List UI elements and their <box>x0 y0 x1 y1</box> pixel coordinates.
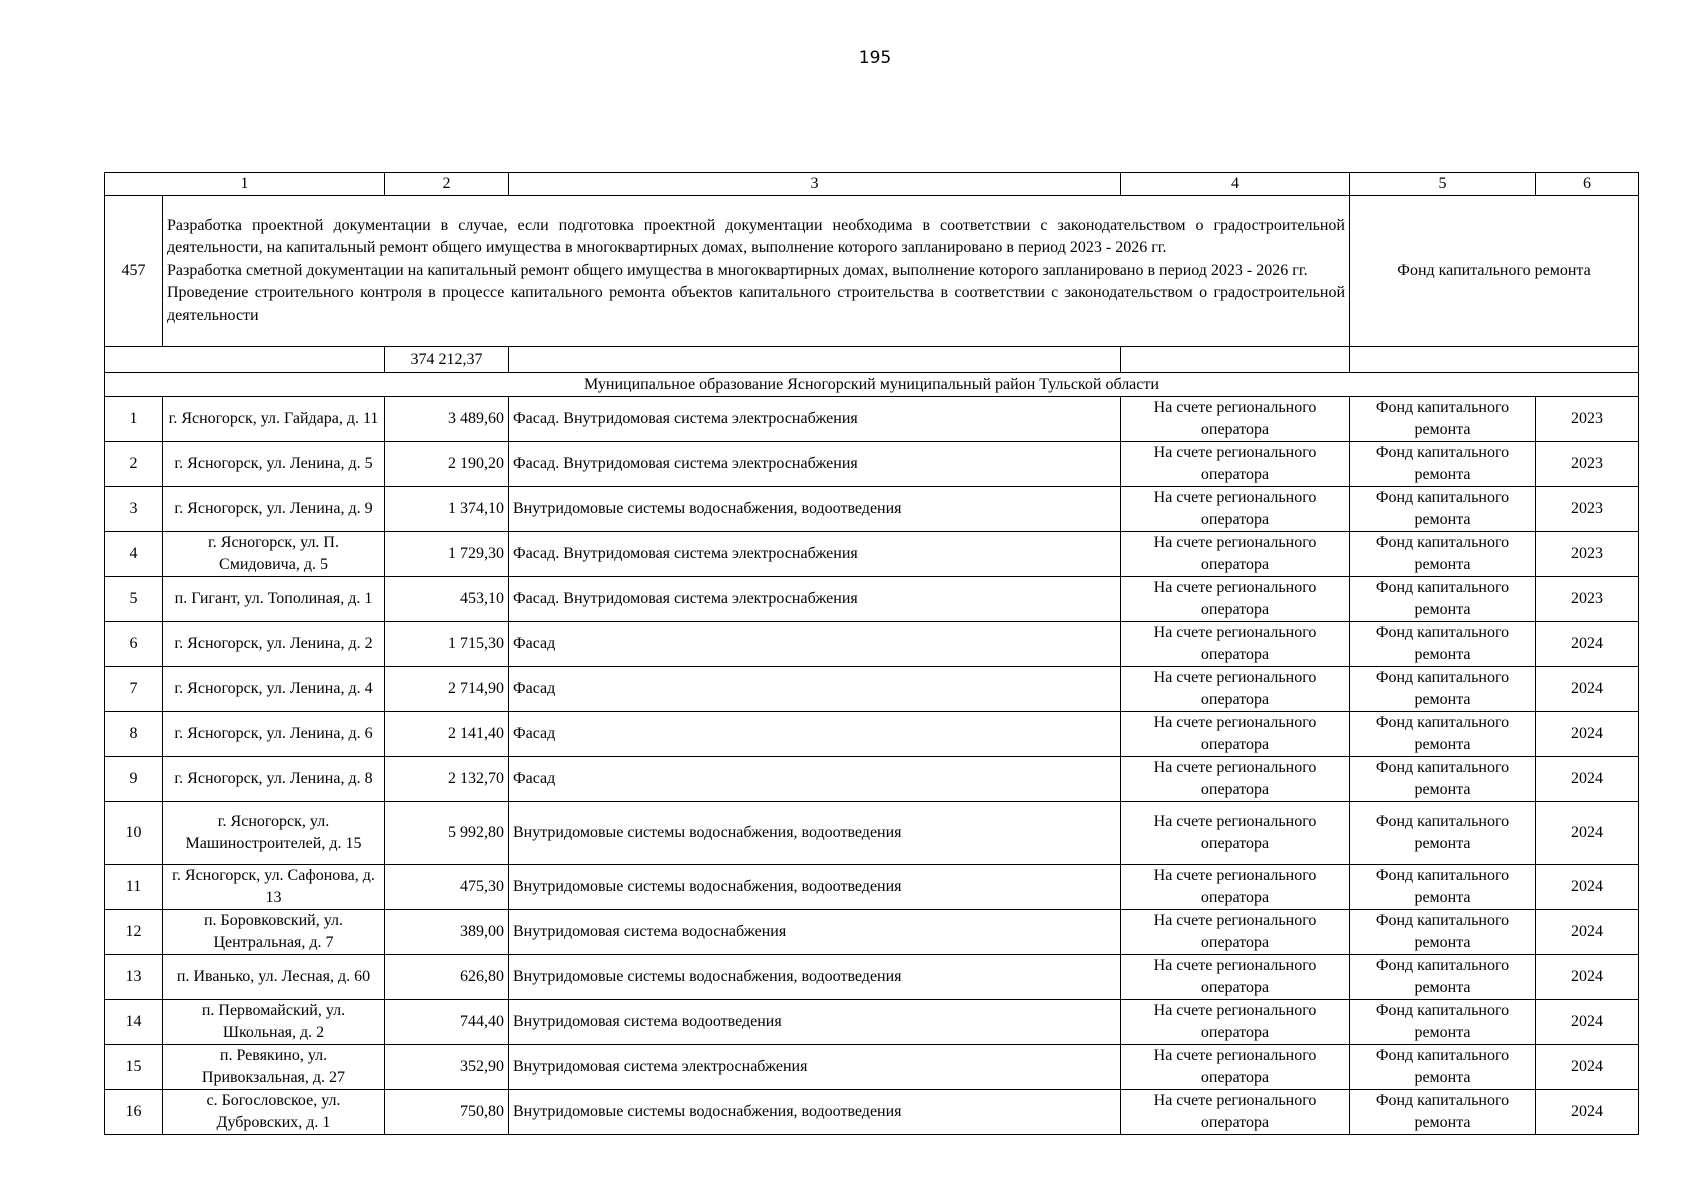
row-address: г. Ясногорск, ул. Ленина, д. 8 <box>163 757 385 802</box>
row-work-type: Внутридомовая система водоснабжения <box>509 910 1121 955</box>
row-year: 2024 <box>1536 622 1639 667</box>
row-number: 14 <box>105 1000 163 1045</box>
item-457-line-3: Проведение строительного контроля в процессе капитального ремонта объектов капитального строительства в соответствии с законодательством о градостроительной деятельности <box>167 284 1345 324</box>
row-account: На счете регионального оператора <box>1121 622 1350 667</box>
row-cost: 453,10 <box>385 577 509 622</box>
row-work-type: Фасад. Внутридомовая система электроснабжения <box>509 577 1121 622</box>
row-work-type: Фасад. Внутридомовая система электроснабжения <box>509 397 1121 442</box>
row-fund: Фонд капитального ремонта <box>1350 442 1536 487</box>
row-number: 2 <box>105 442 163 487</box>
row-year: 2024 <box>1536 955 1639 1000</box>
row-fund: Фонд капитального ремонта <box>1350 802 1536 865</box>
row-cost: 750,80 <box>385 1090 509 1135</box>
row-year: 2024 <box>1536 910 1639 955</box>
row-account: На счете регионального оператора <box>1121 1045 1350 1090</box>
item-457-fund: Фонд капитального ремонта <box>1350 196 1639 347</box>
row-cost: 744,40 <box>385 1000 509 1045</box>
table-row <box>105 757 1639 802</box>
section-row <box>105 373 1639 397</box>
row-account: На счете регионального оператора <box>1121 1090 1350 1135</box>
row-number: 10 <box>105 802 163 865</box>
row-number: 5 <box>105 577 163 622</box>
row-year: 2023 <box>1536 397 1639 442</box>
row-number: 16 <box>105 1090 163 1135</box>
row-fund: Фонд капитального ремонта <box>1350 865 1536 910</box>
row-number: 8 <box>105 712 163 757</box>
row-number: 12 <box>105 910 163 955</box>
row-fund: Фонд капитального ремонта <box>1350 397 1536 442</box>
item-457-line-1: Разработка проектной документации в случае, если подготовка проектной документации необходима в соответствии с законодательством о градостроительной деятельности, на капитальный ремонт общего имущества в многоквартирных домах, выполнение которого запланировано в период 2023 - 2026 гг. <box>167 216 1345 257</box>
row-work-type: Внутридомовые системы водоснабжения, водоотведения <box>509 865 1121 910</box>
total-empty-3 <box>509 347 1121 373</box>
row-number: 13 <box>105 955 163 1000</box>
row-cost: 1 374,10 <box>385 487 509 532</box>
row-work-type: Внутридомовые системы водоснабжения, водоотведения <box>509 802 1121 865</box>
row-fund: Фонд капитального ремонта <box>1350 1045 1536 1090</box>
row-fund: Фонд капитального ремонта <box>1350 487 1536 532</box>
row-year: 2024 <box>1536 802 1639 865</box>
page-number: 195 <box>858 48 892 68</box>
total-empty-5 <box>1350 347 1639 373</box>
row-account: На счете регионального оператора <box>1121 1000 1350 1045</box>
row-cost: 389,00 <box>385 910 509 955</box>
table-row <box>105 1090 1639 1135</box>
row-cost: 352,90 <box>385 1045 509 1090</box>
row-fund: Фонд капитального ремонта <box>1350 757 1536 802</box>
row-address: г. Ясногорск, ул. Ленина, д. 9 <box>163 487 385 532</box>
row-year: 2023 <box>1536 487 1639 532</box>
section-title: Муниципальное образование Ясногорский муниципальный район Тульской области <box>105 373 1639 397</box>
row-work-type: Фасад. Внутридомовая система электроснабжения <box>509 532 1121 577</box>
row-number: 7 <box>105 667 163 712</box>
row-year: 2023 <box>1536 532 1639 577</box>
col-header-3: 3 <box>509 173 1121 196</box>
row-work-type: Фасад <box>509 622 1121 667</box>
table-row <box>105 1045 1639 1090</box>
table-row <box>105 622 1639 667</box>
item-457-number: 457 <box>105 196 163 347</box>
row-address: п. Гигант, ул. Тополиная, д. 1 <box>163 577 385 622</box>
row-address: г. Ясногорск, ул. Гайдара, д. 11 <box>163 397 385 442</box>
row-account: На счете регионального оператора <box>1121 910 1350 955</box>
column-numbers-row <box>105 173 1639 196</box>
row-account: На счете регионального оператора <box>1121 667 1350 712</box>
row-work-type: Внутридомовая система водоотведения <box>509 1000 1121 1045</box>
row-address: п. Боровковский, ул. Центральная, д. 7 <box>163 910 385 955</box>
row-account: На счете регионального оператора <box>1121 577 1350 622</box>
row-cost: 2 141,40 <box>385 712 509 757</box>
row-cost: 3 489,60 <box>385 397 509 442</box>
row-cost: 2 132,70 <box>385 757 509 802</box>
row-address: г. Ясногорск, ул. Ленина, д. 4 <box>163 667 385 712</box>
row-year: 2024 <box>1536 757 1639 802</box>
row-work-type: Внутридомовые системы водоснабжения, водоотведения <box>509 955 1121 1000</box>
col-header-5: 5 <box>1350 173 1536 196</box>
row-year: 2023 <box>1536 442 1639 487</box>
col-header-1: 1 <box>105 173 385 196</box>
row-account: На счете регионального оператора <box>1121 712 1350 757</box>
row-cost: 1 715,30 <box>385 622 509 667</box>
total-label-cell <box>105 347 385 373</box>
row-fund: Фонд капитального ремонта <box>1350 955 1536 1000</box>
row-work-type: Внутридомовые системы водоснабжения, водоотведения <box>509 1090 1121 1135</box>
row-address: г. Ясногорск, ул. Ленина, д. 5 <box>163 442 385 487</box>
row-address: п. Иванько, ул. Лесная, д. 60 <box>163 955 385 1000</box>
table-row <box>105 802 1639 865</box>
row-address: г. Ясногорск, ул. П. Смидовича, д. 5 <box>163 532 385 577</box>
row-account: На счете регионального оператора <box>1121 802 1350 865</box>
row-address: г. Ясногорск, ул. Ленина, д. 2 <box>163 622 385 667</box>
row-address: г. Ясногорск, ул. Сафонова, д. 13 <box>163 865 385 910</box>
row-work-type: Фасад <box>509 757 1121 802</box>
capital-repair-table <box>104 172 1639 1135</box>
col-header-6: 6 <box>1536 173 1639 196</box>
table-row <box>105 955 1639 1000</box>
row-year: 2024 <box>1536 865 1639 910</box>
row-address: г. Ясногорск, ул. Машиностроителей, д. 15 <box>163 802 385 865</box>
row-cost: 626,80 <box>385 955 509 1000</box>
table-row <box>105 667 1639 712</box>
table-row <box>105 532 1639 577</box>
row-fund: Фонд капитального ремонта <box>1350 1000 1536 1045</box>
row-address: п. Ревякино, ул. Привокзальная, д. 27 <box>163 1045 385 1090</box>
table-row <box>105 712 1639 757</box>
item-457-line-2: Разработка сметной документации на капитальный ремонт общего имущества в многоквартирных домах, выполнение которого запланировано в период 2023 - 2026 гг. <box>167 261 1308 279</box>
row-year: 2024 <box>1536 667 1639 712</box>
item-457-description <box>163 196 1350 347</box>
row-work-type: Внутридомовые системы водоснабжения, водоотведения <box>509 487 1121 532</box>
row-account: На счете регионального оператора <box>1121 487 1350 532</box>
row-number: 4 <box>105 532 163 577</box>
row-number: 6 <box>105 622 163 667</box>
row-work-type: Фасад <box>509 712 1121 757</box>
row-number: 3 <box>105 487 163 532</box>
row-number: 15 <box>105 1045 163 1090</box>
table-row <box>105 397 1639 442</box>
table-row <box>105 865 1639 910</box>
row-account: На счете регионального оператора <box>1121 865 1350 910</box>
row-fund: Фонд капитального ремонта <box>1350 577 1536 622</box>
row-cost: 2 714,90 <box>385 667 509 712</box>
row-year: 2023 <box>1536 577 1639 622</box>
row-number: 1 <box>105 397 163 442</box>
item-457-row <box>105 196 1639 347</box>
table-row <box>105 487 1639 532</box>
row-address: с. Богословское, ул. Дубровских, д. 1 <box>163 1090 385 1135</box>
row-number: 9 <box>105 757 163 802</box>
row-year: 2024 <box>1536 1045 1639 1090</box>
col-header-4: 4 <box>1121 173 1350 196</box>
total-row <box>105 347 1639 373</box>
row-fund: Фонд капитального ремонта <box>1350 712 1536 757</box>
table-row <box>105 442 1639 487</box>
row-account: На счете регионального оператора <box>1121 757 1350 802</box>
table-row <box>105 577 1639 622</box>
row-account: На счете регионального оператора <box>1121 955 1350 1000</box>
row-account: На счете регионального оператора <box>1121 532 1350 577</box>
row-fund: Фонд капитального ремонта <box>1350 910 1536 955</box>
row-cost: 2 190,20 <box>385 442 509 487</box>
row-cost: 1 729,30 <box>385 532 509 577</box>
row-address: г. Ясногорск, ул. Ленина, д. 6 <box>163 712 385 757</box>
row-work-type: Фасад. Внутридомовая система электроснабжения <box>509 442 1121 487</box>
row-work-type: Фасад <box>509 667 1121 712</box>
row-address: п. Первомайский, ул. Школьная, д. 2 <box>163 1000 385 1045</box>
row-cost: 475,30 <box>385 865 509 910</box>
row-year: 2024 <box>1536 1000 1639 1045</box>
row-account: На счете регионального оператора <box>1121 442 1350 487</box>
table-row <box>105 1000 1639 1045</box>
row-cost: 5 992,80 <box>385 802 509 865</box>
row-number: 11 <box>105 865 163 910</box>
row-year: 2024 <box>1536 712 1639 757</box>
row-year: 2024 <box>1536 1090 1639 1135</box>
table-row <box>105 910 1639 955</box>
col-header-2: 2 <box>385 173 509 196</box>
row-fund: Фонд капитального ремонта <box>1350 622 1536 667</box>
row-work-type: Внутридомовая система электроснабжения <box>509 1045 1121 1090</box>
row-account: На счете регионального оператора <box>1121 397 1350 442</box>
total-value: 374 212,37 <box>385 347 509 373</box>
total-empty-4 <box>1121 347 1350 373</box>
row-fund: Фонд капитального ремонта <box>1350 667 1536 712</box>
row-fund: Фонд капитального ремонта <box>1350 532 1536 577</box>
row-fund: Фонд капитального ремонта <box>1350 1090 1536 1135</box>
